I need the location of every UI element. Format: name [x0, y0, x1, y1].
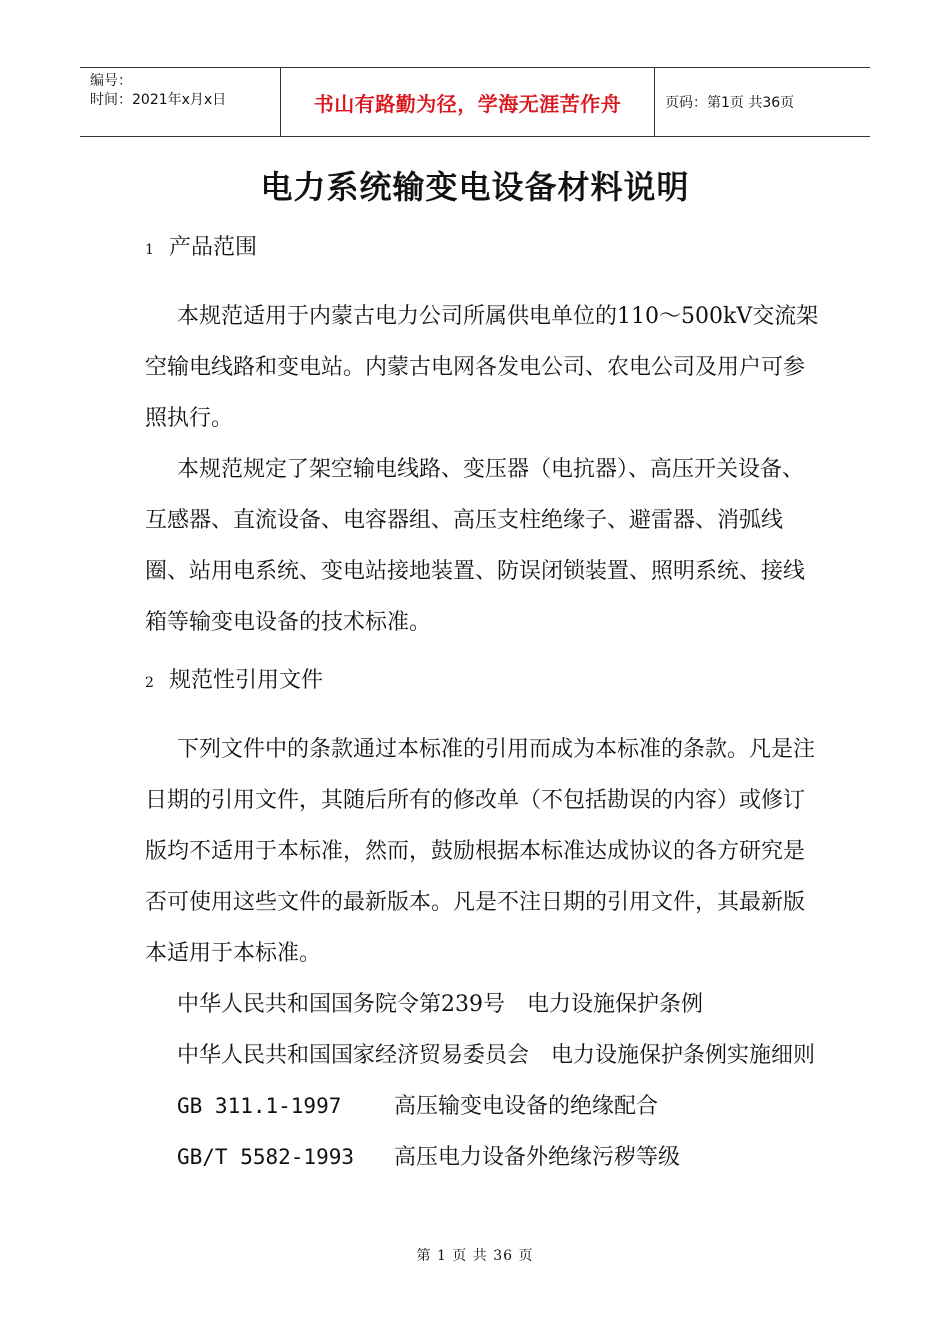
scope-paragraph-2: 本规范规定了架空输电线路、变压器（电抗器）、高压开关设备、互感器、直流设备、电容器组、高压支柱绝缘子、避雷器、消弧线圈、站用电系统、变电站接地装置、防误闭锁装置、照明系统、接线箱等输变电设备的技术标准。 — [145, 457, 806, 635]
document-body — [145, 222, 825, 1183]
scope-paragraph-1: 本规范适用于内蒙古电力公司所属供电单位的110～500kV交流架空输电线路和变电站。内蒙古电网各发电公司、农电公司及用户可参照执行。 — [145, 304, 819, 431]
section-heading-scope — [145, 222, 825, 276]
section-title: 产品范围 — [169, 235, 258, 260]
section-title: 规范性引用文件 — [169, 668, 324, 693]
header-page-info: 页码：第1页 共36页 — [665, 95, 795, 111]
document-date: 时间：2021年x月x日 — [90, 92, 227, 108]
section-number: 2 — [145, 675, 154, 691]
header-meta — [80, 68, 281, 136]
reference-item — [145, 1132, 825, 1183]
reference-name: 高压输变电设备的绝缘配合 — [394, 1094, 659, 1119]
reference-code: GB 311.1-1997 — [177, 1094, 342, 1118]
page-footer: 第 1 页 共 36 页 — [416, 1248, 534, 1264]
header-motto: 书山有路勤为径，学海无涯苦作舟 — [281, 68, 655, 136]
reference-name: 高压电力设备外绝缘污秽等级 — [394, 1145, 681, 1170]
reference-item — [145, 1081, 825, 1132]
section-number: 1 — [145, 242, 154, 258]
reference-law-1: 中华人民共和国国务院令第239号 电力设施保护条例 — [177, 992, 703, 1017]
document-number-label: 编号： — [90, 73, 132, 89]
references-intro: 下列文件中的条款通过本标准的引用而成为本标准的条款。凡是注日期的引用文件，其随后所有的修改单（不包括勘误的内容）或修订版均不适用于本标准，然而，鼓励根据本标准达成协议的各方研究是否可使用这些文件的最新版本。凡是不注日期的引用文件，其最新版本适用于本标准。 — [145, 737, 816, 966]
reference-code: GB/T 5582-1993 — [177, 1145, 355, 1169]
page-header — [80, 67, 870, 137]
reference-law-2: 中华人民共和国国家经济贸易委员会 电力设施保护条例实施细则 — [177, 1043, 816, 1068]
section-heading-references — [145, 655, 825, 709]
document-title: 电力系统输变电设备材料说明 — [260, 168, 690, 206]
